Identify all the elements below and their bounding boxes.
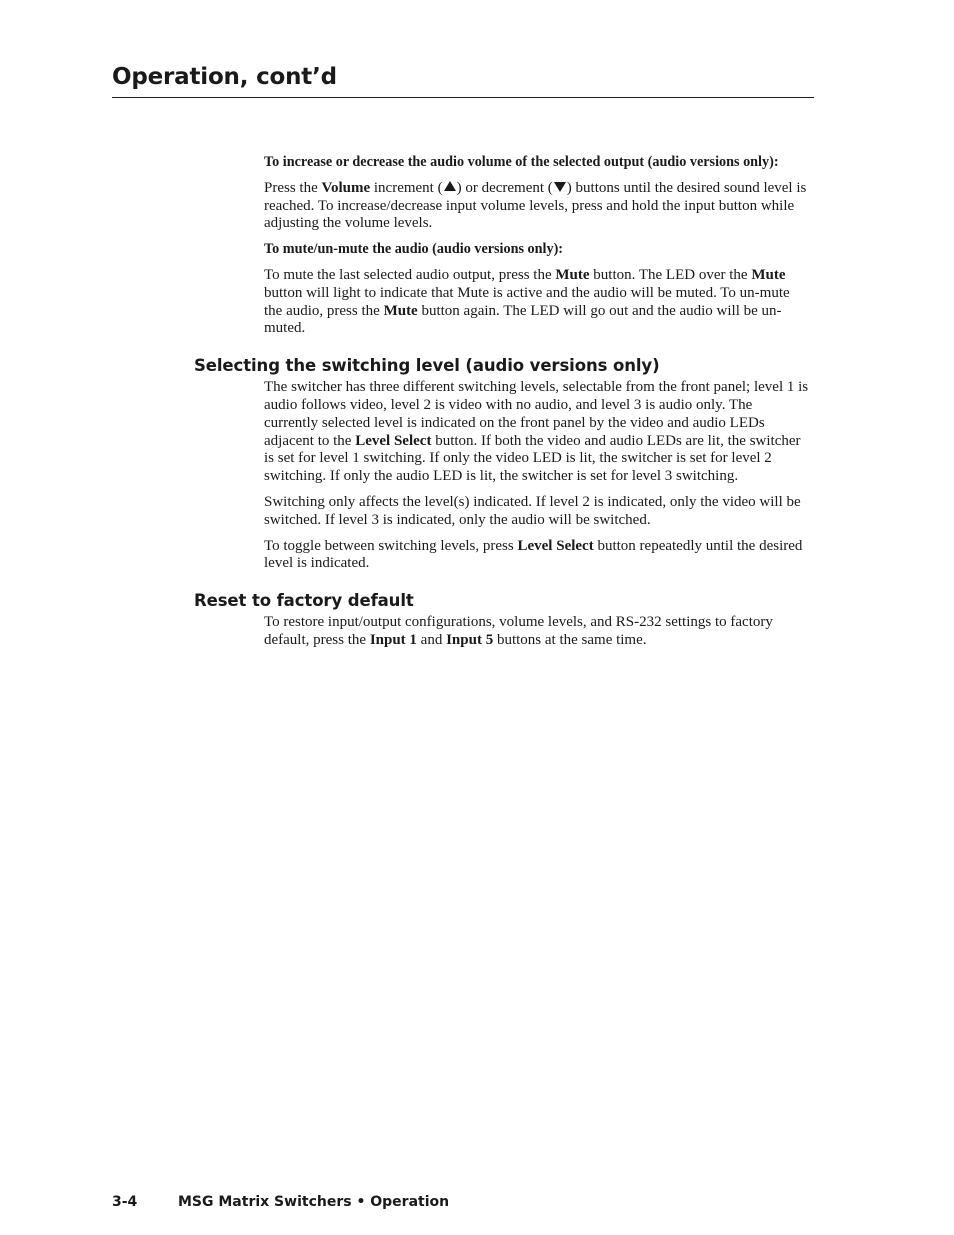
page-header-title: Operation, cont’d xyxy=(112,64,337,90)
mute-button-ref: Mute xyxy=(383,302,418,319)
text-run: ) buttons until the desired sound level is reached. To increase/decrease input volume levels, press and hold the input button while adjusting the volume levels. xyxy=(264,179,807,232)
reset-paragraph xyxy=(264,614,810,650)
text-run: button. The LED over the xyxy=(589,266,752,283)
text-run: To restore input/output configurations, volume levels, and RS-232 settings to factory default, press the xyxy=(264,614,773,648)
header-rule xyxy=(112,97,814,98)
switching-level-heading: Selecting the switching level (audio versions only) xyxy=(194,356,660,376)
text-run: ) or decrement ( xyxy=(456,179,553,196)
page-number: 3-4 xyxy=(112,1194,138,1210)
mute-instruction-lead: To mute/un-mute the audio (audio versions only): xyxy=(264,241,564,258)
text-run: button repeatedly until the desired level is indicated. xyxy=(264,537,803,572)
page-footer xyxy=(112,1194,449,1210)
switching-paragraph-1 xyxy=(264,379,810,486)
mute-button-ref: Mute xyxy=(751,266,786,283)
text-run: button will light to indicate that Mute is active and the audio will be muted. To un-mute the audio, press the xyxy=(264,284,790,319)
volume-button-ref: Volume xyxy=(321,179,371,196)
triangle-down-icon xyxy=(554,182,566,192)
volume-instruction-text xyxy=(264,180,810,233)
text-run: The switcher has three different switching levels, selectable from the front panel; level 1 is audio follows video, level 2 is video with no audio, and level 3 is audio only. The currently selected level is indicated on the front panel by the video and audio LEDs adjacent to the xyxy=(264,379,809,449)
mute-button-ref: Mute xyxy=(555,266,590,283)
text-run: To toggle between switching levels, press xyxy=(264,537,518,554)
volume-instruction-lead: To increase or decrease the audio volume of the selected output (audio versions only): xyxy=(264,154,779,170)
text-run: button. If both the video and audio LEDs are lit, the switcher is set for level 1 switching. If only the video LED is lit, the switcher is set for level 2 switching. If only the audio LED is lit, the switcher is set for level 3 switching. xyxy=(264,432,801,485)
text-run: Press the xyxy=(264,179,322,196)
input-5-button-ref: Input 5 xyxy=(446,631,494,648)
text-run: buttons at the same time. xyxy=(493,631,647,648)
text-run: increment ( xyxy=(370,179,443,196)
text-run: To mute the last selected audio output, press the xyxy=(264,266,556,283)
switching-paragraph-2: Switching only affects the level(s) indicated. If level 2 is indicated, only the video will be switched. If level 3 is indicated, only the audio will be switched. xyxy=(264,493,801,528)
mute-instruction-text xyxy=(264,267,810,338)
reset-heading: Reset to factory default xyxy=(194,591,414,611)
level-select-button-ref: Level Select xyxy=(355,432,432,449)
footer-text: MSG Matrix Switchers • Operation xyxy=(178,1194,450,1210)
level-select-button-ref: Level Select xyxy=(517,537,594,554)
switching-paragraph-3 xyxy=(264,538,810,574)
triangle-up-icon xyxy=(444,181,456,191)
input-1-button-ref: Input 1 xyxy=(369,631,417,648)
page-content xyxy=(194,154,810,658)
text-run: button again. The LED will go out and the audio will be un-muted. xyxy=(264,302,782,337)
text-run: and xyxy=(416,631,447,648)
